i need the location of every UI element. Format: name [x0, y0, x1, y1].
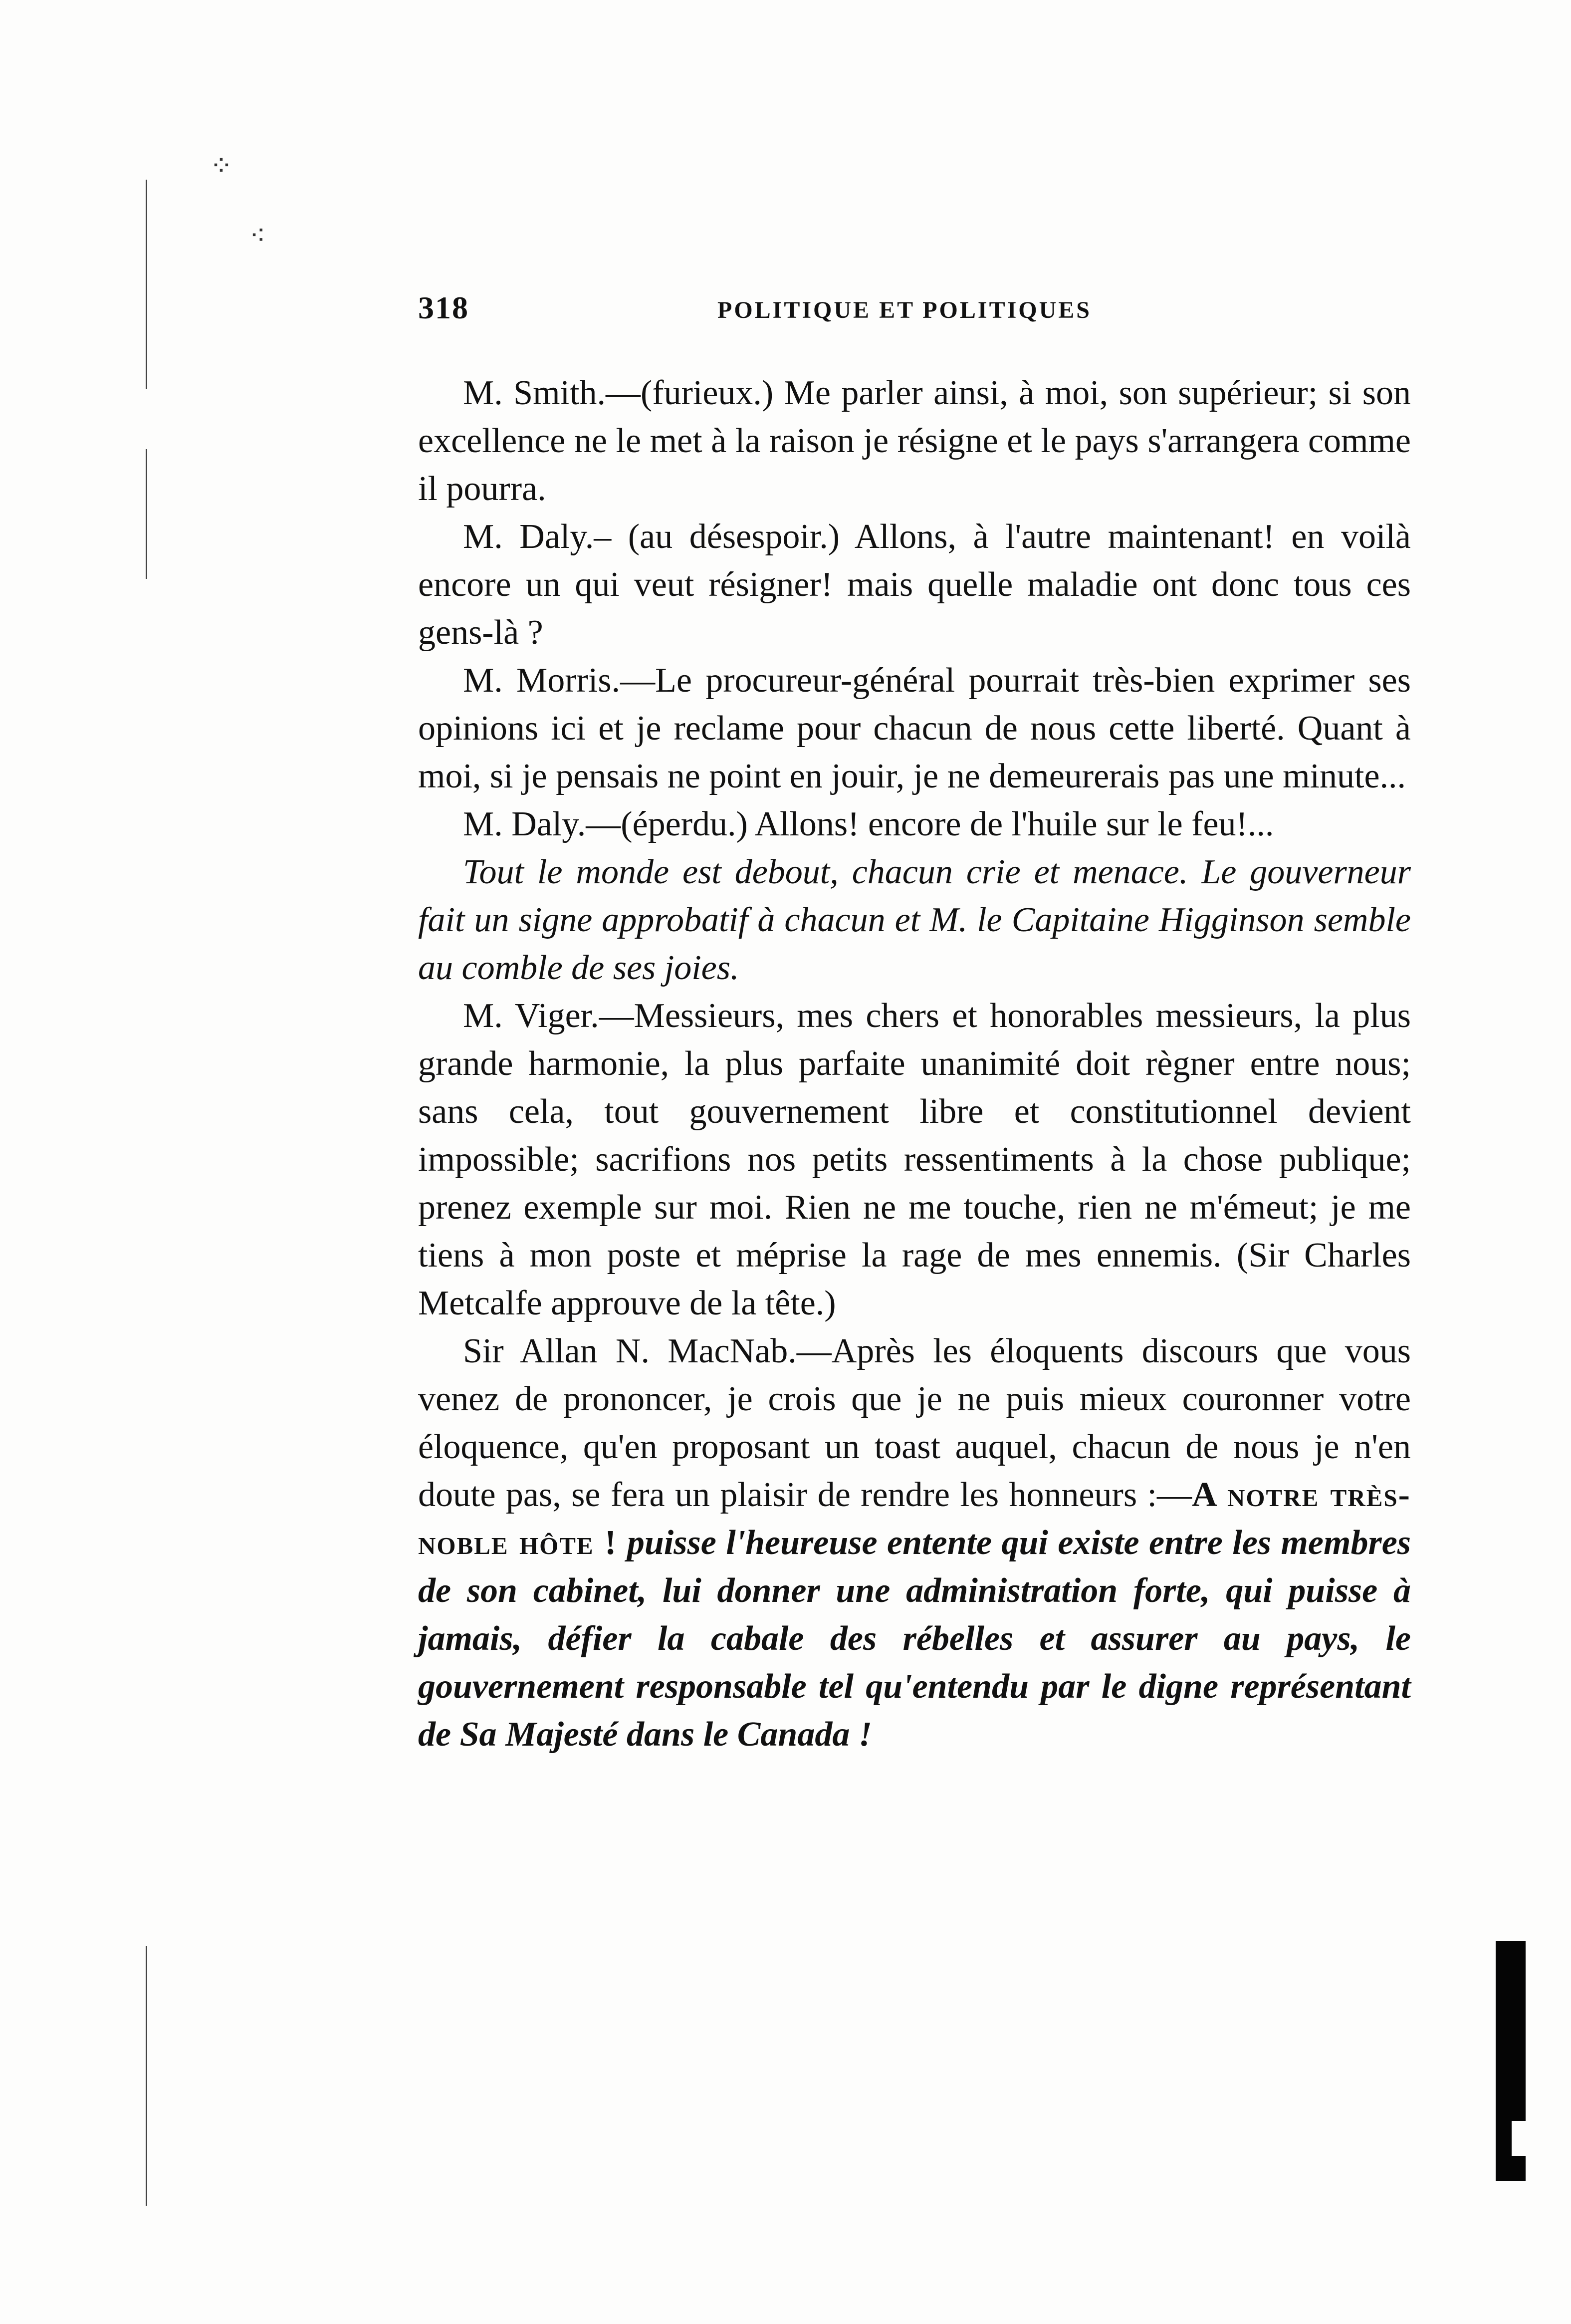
macnab-speech: Sir Allan N. MacNab.—Après les éloquents discours que vous venez de prononcer, je crois que je ne puis mieux couronner votre éloquence, qu'en proposant un toast auquel, chacun de nous je n'en doute pas, se fera un plaisir de rendre les honneurs :— — [418, 1332, 1411, 1514]
scan-specks: ⁖ — [249, 221, 266, 252]
paragraph-daly-2: M. Daly.—(éperdu.) Allons! encore de l'huile sur le feu!... — [463, 805, 1274, 843]
scan-edge-line — [146, 180, 147, 389]
scan-edge-line — [146, 1946, 147, 2206]
stage-direction: Tout le monde est debout, chacun crie et menace. Le gouverneur fait un signe approbatif à chacun et M. le Capitaine Higginson semble au comble de ses joies. — [418, 853, 1411, 987]
toast-heading: A notre très-noble hôte ! — [418, 1476, 1411, 1562]
paragraph-daly-1: M. Daly.– (au désespoir.) Allons, à l'autre maintenant! en voilà encore un qui veut résigner! mais quelle maladie ont donc tous ces gens-là ? — [418, 517, 1411, 652]
body-text — [418, 369, 1411, 1759]
page-header — [418, 289, 1416, 334]
scan-specks: ⁘ — [210, 151, 233, 182]
scan-edge-line — [146, 449, 147, 579]
scan-edge-notch — [1512, 2121, 1527, 2156]
running-head: POLITIQUE ET POLITIQUES — [717, 297, 1092, 323]
paragraph-smith: M. Smith.—(furieux.) Me parler ainsi, à moi, son supérieur; si son excellence ne le met à la raison je résigne et le pays s'arrangera comme il pourra. — [418, 374, 1411, 508]
page-number: 318 — [418, 290, 469, 325]
paragraph-macnab — [418, 1327, 1411, 1759]
paragraph-morris: M. Morris.—Le procureur-général pourrait très-bien exprimer ses opinions ici et je reclame pour chacun de nous cette liberté. Quant à moi, si je pensais ne point en jouir, je ne demeurerais pas une minute... — [418, 661, 1411, 795]
toast-text: puisse l'heureuse entente qui existe entre les membres de son cabinet, lui donner une administration forte, qui puisse à jamais, défier la cabale des rébelles et assurer au pays, le gouvernement responsable tel qu'entendu par le digne représentant de Sa Majesté dans le Canada ! — [418, 1524, 1411, 1754]
paragraph-viger: M. Viger.—Messieurs, mes chers et honorables messieurs, la plus grande harmonie, la plus parfaite unanimité doit règner entre nous; sans cela, tout gouvernement libre et constitutionnel devient impossible; sacrifions nos petits ressentiments à la chose publique; prenez exemple sur moi. Rien ne me touche, rien ne m'émeut; je me tiens à mon poste et méprise la rage de mes ennemis. (Sir Charles Metcalfe approuve de la tête.) — [418, 997, 1411, 1322]
